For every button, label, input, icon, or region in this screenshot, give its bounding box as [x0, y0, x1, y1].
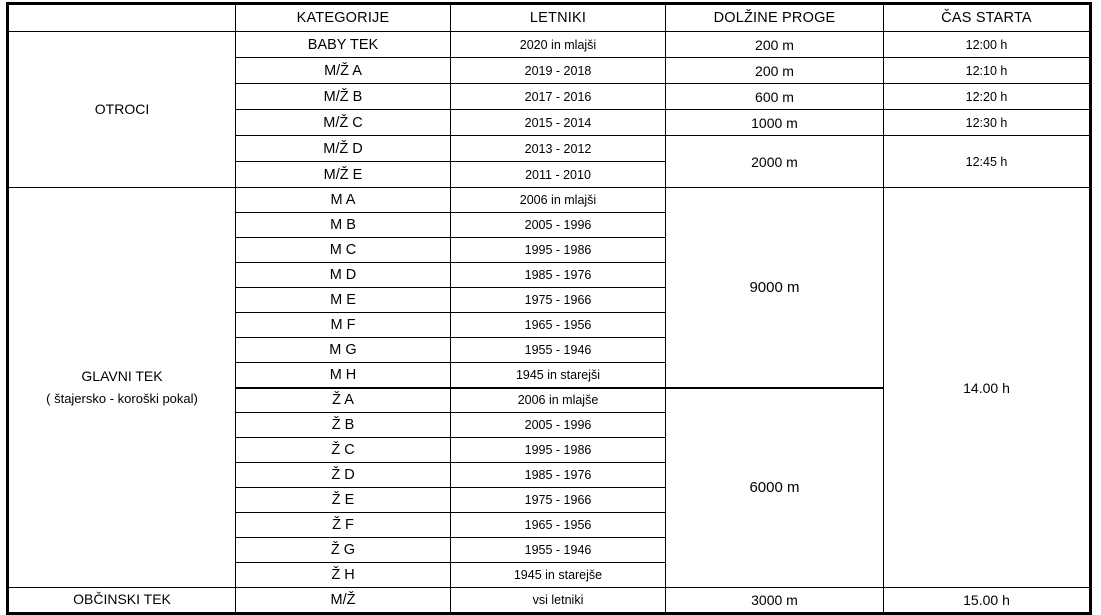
length-cell-women: 6000 m	[666, 388, 884, 588]
category-cell: M B	[236, 213, 451, 238]
start-cell: 15.00 h	[884, 588, 1091, 614]
group-label-otroci: OTROCI	[8, 32, 236, 188]
years-cell: 1985 - 1976	[451, 463, 666, 488]
group-label-obcinski-tek: OBČINSKI TEK	[8, 588, 236, 614]
group-subtitle: ( štajersko - koroški pokal)	[46, 391, 198, 407]
years-cell: vsi letniki	[451, 588, 666, 614]
years-cell: 1975 - 1966	[451, 488, 666, 513]
category-cell: Ž F	[236, 513, 451, 538]
group-label-glavni-tek	[8, 188, 236, 588]
category-cell: M G	[236, 338, 451, 363]
years-cell: 1985 - 1976	[451, 263, 666, 288]
race-categories-sheet	[0, 2, 1101, 608]
start-cell: 12:20 h	[884, 84, 1091, 110]
years-cell: 1995 - 1986	[451, 438, 666, 463]
length-cell: 1000 m	[666, 110, 884, 136]
length-cell: 600 m	[666, 84, 884, 110]
category-cell: M/Ž B	[236, 84, 451, 110]
length-cell: 3000 m	[666, 588, 884, 614]
years-cell: 1975 - 1966	[451, 288, 666, 313]
table-body	[8, 32, 1091, 614]
years-cell: 2019 - 2018	[451, 58, 666, 84]
table-row	[8, 188, 1091, 213]
category-cell: M F	[236, 313, 451, 338]
start-cell: 12:45 h	[884, 136, 1091, 188]
years-cell: 1995 - 1986	[451, 238, 666, 263]
start-cell: 12:30 h	[884, 110, 1091, 136]
years-cell: 2011 - 2010	[451, 162, 666, 188]
category-cell: M D	[236, 263, 451, 288]
table-row	[8, 32, 1091, 58]
header-cell-categories: KATEGORIJE	[236, 4, 451, 32]
race-categories-table	[6, 2, 1092, 615]
category-cell: M E	[236, 288, 451, 313]
start-cell: 12:10 h	[884, 58, 1091, 84]
years-cell: 2017 - 2016	[451, 84, 666, 110]
category-cell: M/Ž C	[236, 110, 451, 136]
header-row	[8, 4, 1091, 32]
years-cell: 2005 - 1996	[451, 213, 666, 238]
length-cell-men: 9000 m	[666, 188, 884, 388]
header-cell-blank	[8, 4, 236, 32]
years-cell: 1955 - 1946	[451, 538, 666, 563]
years-cell: 1945 in starejši	[451, 363, 666, 388]
group-title: GLAVNI TEK	[81, 367, 163, 384]
table-row	[8, 588, 1091, 614]
category-cell: M A	[236, 188, 451, 213]
start-cell-main: 14.00 h	[884, 188, 1091, 588]
category-cell: Ž E	[236, 488, 451, 513]
years-cell: 1955 - 1946	[451, 338, 666, 363]
start-cell: 12:00 h	[884, 32, 1091, 58]
category-cell: Ž C	[236, 438, 451, 463]
table-header	[8, 4, 1091, 32]
length-cell: 200 m	[666, 32, 884, 58]
years-cell: 2006 in mlajše	[451, 388, 666, 413]
years-cell: 1965 - 1956	[451, 513, 666, 538]
years-cell: 2020 in mlajši	[451, 32, 666, 58]
years-cell: 1965 - 1956	[451, 313, 666, 338]
header-cell-years: LETNIKI	[451, 4, 666, 32]
category-cell: M/Ž A	[236, 58, 451, 84]
category-cell: Ž H	[236, 563, 451, 588]
category-cell: Ž G	[236, 538, 451, 563]
years-cell: 2006 in mlajši	[451, 188, 666, 213]
years-cell: 2013 - 2012	[451, 136, 666, 162]
category-cell: M H	[236, 363, 451, 388]
header-cell-start: ČAS STARTA	[884, 4, 1091, 32]
length-cell: 200 m	[666, 58, 884, 84]
category-cell: BABY TEK	[236, 32, 451, 58]
header-cell-length: DOLŽINE PROGE	[666, 4, 884, 32]
category-cell: M/Ž	[236, 588, 451, 614]
category-cell: M/Ž E	[236, 162, 451, 188]
category-cell: Ž D	[236, 463, 451, 488]
length-cell: 2000 m	[666, 136, 884, 188]
years-cell: 2015 - 2014	[451, 110, 666, 136]
years-cell: 2005 - 1996	[451, 413, 666, 438]
years-cell: 1945 in starejše	[451, 563, 666, 588]
category-cell: M C	[236, 238, 451, 263]
category-cell: M/Ž D	[236, 136, 451, 162]
category-cell: Ž B	[236, 413, 451, 438]
category-cell: Ž A	[236, 388, 451, 413]
